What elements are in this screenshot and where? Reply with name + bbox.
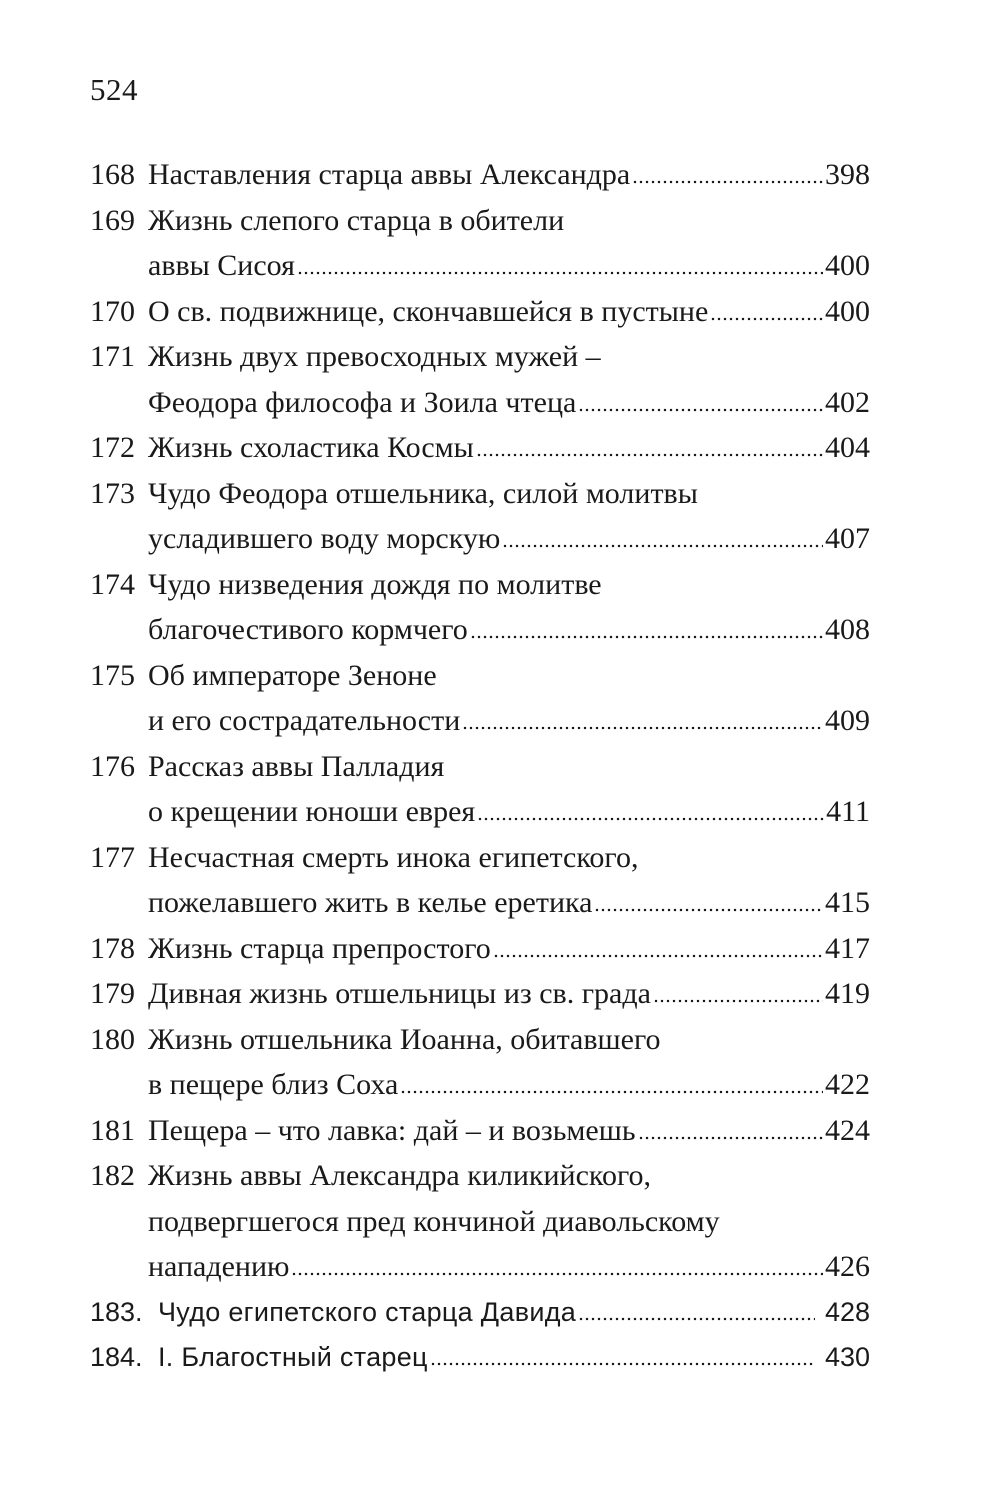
entry-page-number: 411 <box>826 795 870 828</box>
toc-line <box>90 1199 870 1245</box>
entry-title: Рассказ аввы Палладия <box>148 749 445 783</box>
entry-title: и его сострадательности <box>148 704 461 737</box>
toc-line <box>90 1153 870 1199</box>
entry-title: Жизнь схоластика Космы <box>148 431 474 464</box>
entry-number: 179 <box>90 977 135 1010</box>
toc-entry <box>90 562 870 653</box>
toc-line <box>90 471 870 517</box>
toc-line <box>90 562 870 608</box>
entry-title: Дивная жизнь отшельницы из св. града <box>148 977 651 1010</box>
entry-page-number: 404 <box>825 431 870 464</box>
toc-entry <box>90 926 870 972</box>
entry-number: 169 <box>90 203 135 237</box>
dot-leader <box>710 317 823 321</box>
entry-number: 175 <box>90 658 135 692</box>
toc-line <box>90 289 870 335</box>
toc-line <box>90 152 870 198</box>
toc-line <box>90 653 870 699</box>
entry-page-number: 400 <box>825 249 870 282</box>
entry-number: 171 <box>90 340 135 373</box>
entry-page-number: 419 <box>825 977 870 1010</box>
entry-page-number: 426 <box>825 1250 870 1283</box>
dot-leader <box>430 1362 815 1366</box>
entry-title: в пещере близ Соха <box>148 1068 399 1101</box>
toc-line <box>90 607 870 653</box>
entry-title: Жизнь аввы Александра киликийского, <box>148 1159 651 1192</box>
toc-line <box>90 880 870 926</box>
entry-number: 170 <box>90 294 135 328</box>
entry-page-number: 400 <box>825 294 870 328</box>
toc-line <box>90 243 870 289</box>
entry-title: подвергшегося пред кончиной диавольскому <box>148 1204 720 1238</box>
dot-leader <box>653 999 823 1003</box>
toc-entry <box>90 289 870 335</box>
entry-number: 177 <box>90 840 135 874</box>
entry-number: 180 <box>90 1022 135 1056</box>
toc-entry <box>90 198 870 289</box>
entry-number: 176 <box>90 749 135 783</box>
entry-page-number: 422 <box>825 1068 870 1101</box>
dot-leader <box>493 954 823 958</box>
toc-entry <box>90 1108 870 1154</box>
toc-line <box>90 1290 870 1336</box>
toc-entry <box>90 1335 870 1381</box>
toc-line <box>90 1062 870 1108</box>
entry-title: Несчастная смерть инока египетского, <box>148 840 639 874</box>
toc-line <box>90 926 870 972</box>
toc-line <box>90 1017 870 1063</box>
toc-line <box>90 198 870 244</box>
entry-number: 173 <box>90 476 135 510</box>
entry-title: Пещера – что лавка: дай – и возьмешь <box>148 1113 636 1147</box>
toc-entry <box>90 835 870 926</box>
dot-leader <box>297 271 823 275</box>
dot-leader <box>476 453 823 457</box>
entry-page-number: 417 <box>825 931 870 965</box>
toc-line <box>90 1335 870 1381</box>
toc-line <box>90 835 870 881</box>
entry-title: Чудо Феодора отшельника, силой молитвы <box>148 476 698 510</box>
entry-number: 184. <box>90 1342 143 1372</box>
entry-number: 178 <box>90 931 135 965</box>
dot-leader <box>632 180 823 184</box>
entry-number: 183. <box>90 1296 143 1327</box>
toc-line <box>90 425 870 471</box>
entry-page-number: 430 <box>824 1342 870 1372</box>
entry-title: Наставления старца аввы Александра <box>148 158 631 191</box>
dot-leader <box>578 1317 815 1321</box>
toc-line <box>90 1108 870 1154</box>
entry-title: Жизнь двух превосходных мужей – <box>148 340 601 373</box>
entry-title: I. Благостный старец <box>158 1342 428 1372</box>
dot-leader <box>400 1090 823 1094</box>
entry-page-number: 424 <box>825 1113 870 1147</box>
toc-line <box>90 516 870 562</box>
toc-line <box>90 1244 870 1290</box>
dot-leader <box>470 635 823 639</box>
entry-title: Жизнь отшельника Иоанна, обитавшего <box>148 1022 661 1056</box>
toc-entry <box>90 152 870 198</box>
entry-page-number: 398 <box>825 158 870 191</box>
toc-entry <box>90 1153 870 1290</box>
entry-title: аввы Сисоя <box>148 249 295 282</box>
entry-page-number: 407 <box>825 522 870 555</box>
dot-leader <box>638 1136 824 1140</box>
entry-number: 181 <box>90 1113 135 1147</box>
page-number: 524 <box>90 72 138 107</box>
entry-title: О св. подвижнице, скончавшейся в пустыне <box>148 294 709 328</box>
entry-page-number: 408 <box>825 613 870 646</box>
toc-line <box>90 971 870 1017</box>
entry-title: пожелавшего жить в келье еретика <box>148 886 593 919</box>
entry-title: Чудо египетского старца Давида <box>158 1296 577 1327</box>
toc-line <box>90 698 870 744</box>
toc-entry <box>90 425 870 471</box>
dot-leader <box>502 544 823 548</box>
toc-entry <box>90 1290 870 1336</box>
toc-line <box>90 789 870 835</box>
entry-number: 172 <box>90 431 135 464</box>
entry-number: 174 <box>90 567 135 601</box>
entry-number: 168 <box>90 158 135 191</box>
entry-title: Чудо низведения дождя по молитве <box>148 567 602 601</box>
toc-entry <box>90 744 870 835</box>
entry-title: Жизнь слепого старца в обители <box>148 203 565 237</box>
dot-leader <box>477 817 824 821</box>
toc-entry <box>90 471 870 562</box>
entry-page-number: 415 <box>825 886 870 919</box>
toc-line <box>90 380 870 426</box>
entry-title: Жизнь старца препростого <box>148 931 491 965</box>
entry-title: усладившего воду морскую <box>148 522 501 555</box>
toc-entry <box>90 334 870 425</box>
dot-leader <box>462 726 823 730</box>
toc-entry <box>90 971 870 1017</box>
dot-leader <box>594 908 823 912</box>
dot-leader <box>291 1272 823 1276</box>
dot-leader <box>578 408 823 412</box>
entry-title: благочестивого кормчего <box>148 613 468 646</box>
entry-title: Феодора философа и Зоила чтеца <box>148 385 577 419</box>
entry-title: о крещении юноши еврея <box>148 795 476 828</box>
toc-entry <box>90 653 870 744</box>
entry-page-number: 402 <box>825 385 870 419</box>
entry-page-number: 409 <box>825 704 870 737</box>
toc-line <box>90 334 870 380</box>
toc-line <box>90 744 870 790</box>
entry-number: 182 <box>90 1159 135 1192</box>
entry-title: нападению <box>148 1250 290 1283</box>
toc-entry <box>90 1017 870 1108</box>
table-of-contents <box>90 152 870 1381</box>
entry-title: Об императоре Зеноне <box>148 658 437 692</box>
entry-page-number: 428 <box>824 1296 870 1327</box>
